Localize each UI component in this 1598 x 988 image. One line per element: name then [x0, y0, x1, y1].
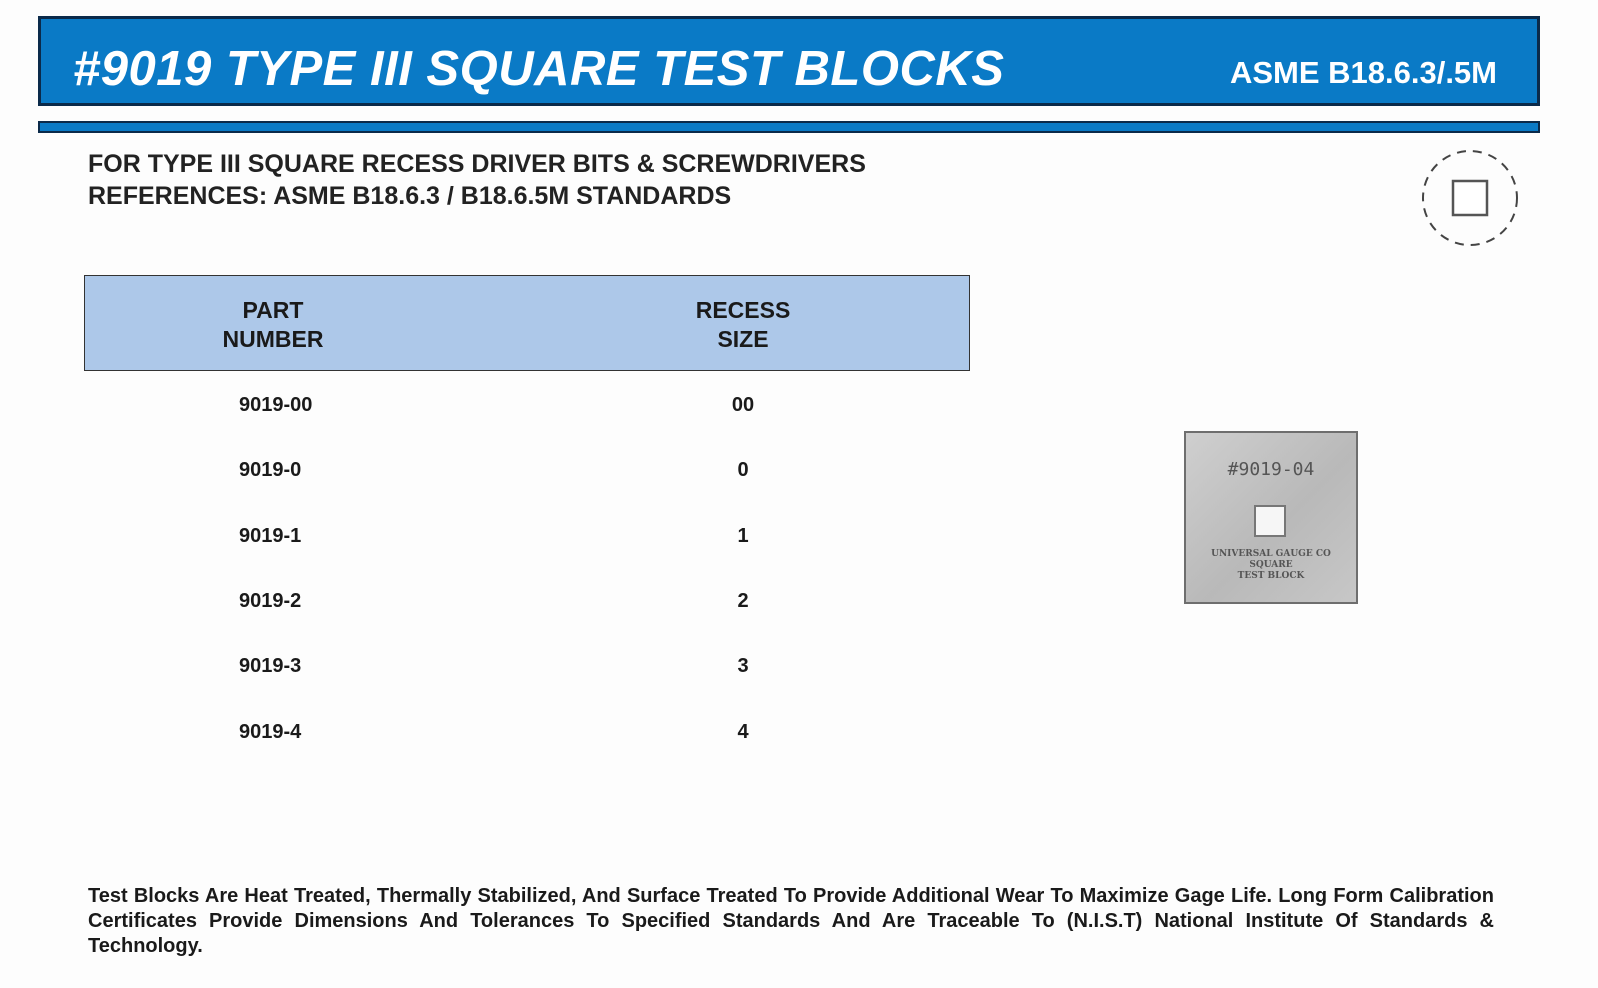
recess-size-cell: 00 — [731, 394, 755, 416]
part-number-cell: 9019-00 — [239, 394, 313, 416]
recess-size-cell: 2 — [737, 590, 749, 612]
footer-note: Test Blocks Are Heat Treated, Thermally Stabilized, And Surface Treated To Provide Additional Wear To Maximize Gage Life. Long Form Calibration Certificates Provide Dimensions And Tolerances To Specified Standards And Are Traceable To (N.I.S.T) National Institute Of Standards & Technology. — [88, 885, 1494, 957]
recess-size-cell: 4 — [737, 721, 749, 743]
header-recess-size: RECESS SIZE — [695, 297, 791, 352]
test-block-engraved-number: #9019-04 — [1227, 459, 1315, 480]
test-block-image — [1184, 431, 1358, 604]
divider-bar — [38, 121, 1540, 133]
subtitle-line-1: FOR TYPE III SQUARE RECESS DRIVER BITS & SCREWDRIVERS — [88, 150, 866, 178]
table-header — [84, 275, 970, 371]
square-recess-icon — [1420, 148, 1520, 248]
part-number-cell: 9019-1 — [239, 525, 302, 547]
header-part-number: PART NUMBER — [222, 297, 324, 352]
table-row — [84, 655, 970, 685]
test-block-recess — [1254, 505, 1286, 537]
standard-label: ASME B18.6.3/.5M — [1229, 55, 1497, 90]
test-block-engraved-text: UNIVERSAL GAUGE CO SQUARE TEST BLOCK — [1211, 549, 1331, 581]
table-row — [84, 525, 970, 555]
recess-size-cell: 3 — [737, 655, 749, 677]
title-bar — [38, 16, 1540, 106]
page-title: #9019 TYPE III SQUARE TEST BLOCKS — [73, 42, 1005, 96]
subtitle — [88, 148, 866, 212]
table-row — [84, 459, 970, 489]
recess-size-cell: 0 — [737, 459, 749, 481]
recess-size-cell: 1 — [737, 525, 749, 547]
table-row — [84, 394, 970, 424]
table-row — [84, 590, 970, 620]
subtitle-line-2: REFERENCES: ASME B18.6.3 / B18.6.5M STANDARDS — [88, 182, 732, 210]
part-number-cell: 9019-0 — [239, 459, 302, 481]
part-number-cell: 9019-3 — [239, 655, 302, 677]
part-number-cell: 9019-4 — [239, 721, 302, 743]
part-number-cell: 9019-2 — [239, 590, 302, 612]
table-row — [84, 721, 970, 751]
